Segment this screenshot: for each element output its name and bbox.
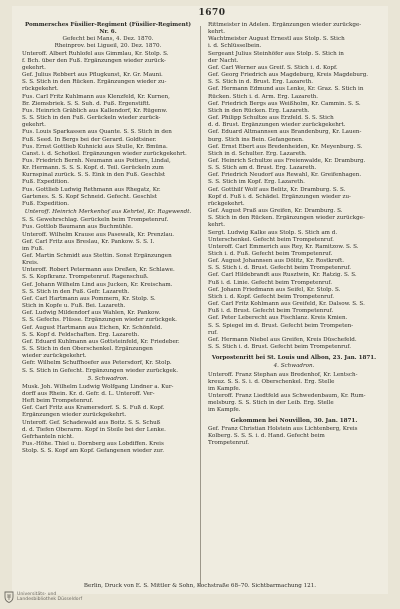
text-line: Gef. Peter Leberecht aus Fischlanz. Kreis Kmien.	[208, 315, 348, 322]
text-line: Wachtmeister August Ernestl aus Stolp. S. Stich	[208, 36, 345, 43]
text-line: Unteroff. Franz Liedtfeld aus Schwedenbaum, Kr. Rum-	[208, 392, 366, 399]
text-line: Fus. Friedrich Bernh. Neumann aus Poitiers, Lindal,	[22, 157, 171, 164]
text-line: Gefr. Wilhelm Schuffhoefer aus Petersdorf, Kr. Stolp.	[22, 360, 172, 367]
battle-header: Gekommen bei Nouvillon, 30. Jan. 1871.	[230, 418, 358, 425]
text-line: S. S. Stich i. d. Brust. Gefecht beim Trompetenruf.	[208, 265, 352, 272]
text-line: burg. Stich ins Bein. Gefangenen.	[208, 136, 304, 143]
right-column	[208, 22, 380, 447]
library-shield-icon	[4, 591, 14, 603]
text-line: Gef. Julius Rebbert aus Pflugkunst, Kr. Gr. Mauni.	[22, 72, 163, 79]
text-line: Gef. Johann Friedmann aus Seifel, Kr. Stolp. S.	[208, 286, 341, 293]
text-line: wieder zurückgekehrt.	[22, 353, 87, 360]
text-line: S. S. Stich in den Oberschenkel. Ergänzungen	[22, 346, 153, 353]
text-line: S. S. Stich in d. Brust. Erg. Lazareth.	[208, 79, 313, 86]
printer-imprint: Berlin, Druck von E. S. Mittler & Sohn, Kochstraße 68–70. Sichtbarmachung 121.	[83, 583, 317, 589]
text-line: Stich in den Rücken. Erg. Lazareth.	[208, 107, 310, 114]
text-line: Fuß i. d. Linie. Gefecht beim Trompetenruf.	[208, 279, 332, 286]
text-line: Gef. Eduard Altmannsen aus Brandenburg, Kr. Lauen-	[208, 129, 362, 136]
text-line: Heft beim Trompetenruf.	[22, 398, 94, 405]
text-line: gekehrt.	[22, 64, 46, 71]
text-line: Unteroff. Albert Ruhlofel aus Gimmlau, Kr. Stolp. S.	[22, 50, 169, 57]
text-line: d. d. Brust. Ergänzungen wieder zurückgekehrt.	[208, 122, 346, 129]
text-line: kehrt.	[208, 222, 226, 229]
text-line: Fus. Louis Sparkassen aus Quante. S. S. Stich in den	[22, 129, 172, 136]
column-divider	[200, 26, 201, 586]
library-name-line: Landesbibliothek Düsseldorf	[17, 597, 83, 602]
text-line: Fus. Gottlob Baumann aus Buchmühle.	[22, 224, 133, 231]
text-line: Gef. Carl Fritz aus Kramersdorf. S. S. Fuß d. Kopf.	[22, 405, 165, 412]
text-line: S. S. Kopfkranz. Trompetenruf. Ragenschuß.	[22, 274, 149, 281]
text-line: Stich in d. Schulter. Erg. Lazareth.	[208, 150, 307, 157]
text-line: Gef. Johann Wilhelm Lind aus Jucken, Kr. Kreischam.	[22, 281, 173, 288]
text-line: Ergänzungen wieder zurückgekehrt.	[22, 412, 127, 419]
text-line: Gef. Heinrich Schultze aus Freienwalde, Kr. Dramburg.	[208, 157, 366, 164]
text-line: gekehrt.	[22, 122, 46, 129]
text-line: Kreis.	[22, 260, 39, 267]
text-line: Gef. Carl Hildebrandt aus Rusztwin, Kr. Ratzig. S. S.	[208, 272, 357, 279]
text-line: rückgekehrt.	[22, 86, 59, 93]
text-line: Unteroff. Wilhelm Krause aus Pasewalk, Kr. Prenzlau.	[22, 231, 175, 238]
text-line: Gef. Franz Christian Holstein aus Lichtenberg, Kreis	[208, 425, 358, 432]
text-line: Gef. Carl Hartmann aus Pommern, Kr. Stolp. S.	[22, 295, 156, 302]
text-line: Gef. Eduard Kuhlmann aus Gottsteinfeld, Kr. Friedeber.	[22, 338, 180, 345]
text-line: melsburg. S. S. Stich in der Leib. Erg. Stelle	[208, 400, 334, 407]
text-line: Fuß. Expedition.	[22, 179, 70, 186]
text-line: dorff aus Rhein. Kr. d. Gefr. d. L. Unteroff. Ver-	[22, 390, 155, 397]
text-line: S. S. Gefechs. Flüsse. Ergänzungen wieder zurückgek.	[22, 317, 177, 324]
text-line: Fuß. Seed. In Bergs bei der Gerard. Goldtsiner.	[22, 136, 157, 143]
text-line: Gef. Friedrich Neudorf aus Rewahl, Kr. Greifenhagen.	[208, 172, 362, 179]
text-line: S. S. Kopf d. Feldschaften. Erg. Lazareth.	[22, 331, 140, 338]
casualty-list	[208, 22, 380, 351]
text-line: Gef. Carl Werner aus Greif. S. Stich i. d. Kopf.	[208, 64, 338, 71]
text-line: Rücken. Stich i. d. Arm. Erg. Lazareth.	[208, 93, 319, 100]
text-line: Stich in Kopfe u. Fuß. Bei. Lazareth.	[22, 303, 126, 310]
text-line: im Fuß.	[22, 245, 44, 252]
text-line: kreuz. S. S. S. i. d. Oberschenkel. Erg. Stelle	[208, 378, 335, 385]
casualty-list	[22, 51, 194, 208]
text-line: Gef. Gotthilf Wolf aus Belitz, Kr. Dramburg. S. S.	[208, 186, 346, 193]
document-page	[12, 6, 388, 594]
text-line: S. S. Gewehrschlag. Gerückeln beim Trompetenruf.	[22, 217, 169, 224]
text-line: Gef. Carl Fritz aus Breslau, Kr. Pankow. S. S. I.	[22, 238, 155, 245]
text-line: Unteroff. Gef. Schadewald aus Boitz. S. S. Schuß	[22, 419, 161, 426]
text-line: Gef. Ludwig Mildendorf aus Wahlen, Kr. Pankow.	[22, 310, 161, 317]
text-line: S. S. Spiegel im d. Brust. Gefecht beim Trompeten-	[208, 322, 354, 329]
text-line: Gef. Carl Fritz Kohlmann aus Greifeld, Kr. Dalsow. S. S.	[208, 301, 365, 308]
text-line: Fus. Ernst Gottlieb Kuhnicki aus Stulle, Kr. Bmüna.	[22, 143, 168, 150]
text-line: Trompetenruf.	[208, 439, 250, 446]
text-line: Unteroff. Robert Petermann aus Dreßen, Kr. Schlawe.	[22, 267, 175, 274]
text-line: Kolberg. S. S. S. i. d. Hand. Gefecht beim	[208, 432, 325, 439]
battle-header: Vorpostenritt bei St. Louis und Albon, 23. Jan. 1871.	[211, 355, 377, 362]
text-line: Gef. Hermann Niebel aus Greifen, Kreis Düschefeld.	[208, 336, 357, 343]
text-line: Br. Ziemsbriek. S. S. Suh. d. Fuß. Ergenstiftt.	[22, 100, 151, 107]
text-line: Canst. i. d. Schotkel. Ergänzungen wieder zurückgekehrt.	[22, 150, 187, 157]
casualty-list	[208, 372, 380, 415]
text-line: Gef. Martin Schmidt aus Stettin. Sonst Ergänzungen	[22, 253, 172, 259]
text-line: Fus. Carl Fritz Kuhlmann aus Klenzfeld, Kr. Kurnen,	[22, 93, 170, 100]
text-line: S. S. Stich in den Rücken. Ergänzungen wieder zu-	[22, 79, 167, 86]
text-line: S. S. Stich in Gefecht. Ergänzungen wieder zurückgek.	[22, 367, 178, 374]
text-line: Unterschenkel. Gefecht beim Trompetenruf.	[208, 236, 334, 243]
text-line: der Nacht.	[208, 57, 239, 64]
text-line: d. d. Tiefen Oberarm. Kopf in Steile bei der Lenke.	[22, 426, 166, 433]
library-logo	[4, 588, 114, 606]
text-line: Fuß i. d. Brust. Gefecht beim Trompetenruf.	[208, 308, 334, 315]
text-line: Stich i. d. Fuß. Gefecht beim Trompetenruf.	[208, 251, 333, 257]
text-line: kehrt.	[208, 29, 226, 36]
text-line: Kr. Hermann. S. S. S. Kopf. d. Teil. Gerückeln zum	[22, 165, 164, 172]
library-name-line: Universitäts- und	[17, 591, 57, 597]
page-number: 1670	[198, 8, 226, 18]
text-line: Fuß. Expedition.	[22, 200, 70, 207]
casualty-list	[22, 217, 194, 374]
battle-subheader: Gefecht bei Mans, 4. Dez. 1870.	[62, 36, 154, 43]
text-line: Gef. Ernst Ebert aus Bredenheiden, Kr. Meyenburg. S.	[208, 143, 363, 150]
text-line: S. S. Stich in den Fuß. Gerückeln wieder zurück-	[22, 115, 161, 122]
text-line: Stich i. d. Kopf. Gefecht beim Trompetenruf.	[208, 293, 335, 300]
text-line: ruf.	[208, 329, 218, 336]
text-line: S. S. Stich in den Fuß. Gefr. Lazareth.	[22, 288, 130, 295]
text-line: Gef. Hermann Edmund aus Lenke, Kr. Graz. S. Stich in	[208, 86, 364, 93]
text-line: Fus. Heinrich Gräblich aus Kallendorf, Kr. Rügenw.	[22, 107, 168, 114]
text-line: Gef. August Johannsen aus Dölitz, Kr. Rostkroft.	[208, 258, 345, 265]
text-line: Sergeant Julius Steinhöfer aus Stolp. S. Stich in	[208, 50, 344, 57]
casualty-list	[22, 384, 194, 456]
section-heading: 4. Schwadron.	[273, 363, 315, 370]
text-line: S. S. Stich am d. Brust. Erg. Lazareth.	[208, 165, 317, 172]
text-line: Gef. Georg Friedrich aus Magdeburg, Kreis Magdeburg.	[208, 72, 369, 79]
text-line: Gef. August Praß aus Greifen, Kr. Dramburg. S.	[208, 208, 343, 215]
text-line: im Kampfe.	[208, 407, 241, 414]
section-heading: Unteroff. Heinrich Merkenhof aus Kehrtel, Kr. Ragewendt.	[24, 209, 192, 216]
text-line: i. d. Schlüsselbein.	[208, 43, 262, 50]
text-line: f. Bch. über den Fuß. Ergänzungen wieder zurück-	[22, 57, 166, 64]
text-line: Rittmeister in Adelen. Ergänzungen wieder zurückge-	[208, 22, 362, 28]
battle-subheader: Rheinprov. bei Ligueil, 20. Dez. 1870.	[54, 43, 162, 50]
section-heading: 5. Schwadron.	[87, 375, 129, 382]
text-line: Gefrhanteln nicht.	[22, 433, 74, 440]
text-line: Kurnspinal zurück. S. S. Eink in den Fuß. Geschlst	[22, 172, 166, 179]
text-line: Fus. Gottlieb Ludwig Rethmann aus Rhegatz, Kr.	[22, 186, 161, 193]
text-line: Gef. Philipp Schultze aus Erzfeld. S. S. Stich	[208, 115, 334, 122]
text-line: Musk. Joh. Wilhelm Ludwig Wolfgang Lindner a. Kur-	[22, 383, 174, 390]
text-line: Stolp. S. S. Kopf am Kopf. Gefangenen wieder zur.	[22, 448, 164, 455]
text-line: Unteroff. Carl Emmerich aus Rey, Kr. Ramitzow. S. S.	[208, 243, 359, 250]
text-line: Unteroff. Franz Stephan aus Bredenhof, Kr. Lentsch-	[208, 371, 358, 378]
text-line: im Kampfe.	[208, 385, 241, 392]
left-column	[22, 22, 194, 455]
regiment-header: Pommersches Füsilier-Regiment (Füsilier-Regiment) Nr. 6.	[25, 22, 191, 36]
text-line: rückgekehrt.	[208, 200, 245, 207]
text-line: S. S. Stich i. d. Brust. Gefecht beim Trompetenruf.	[208, 344, 352, 351]
text-line: Sergt. Ludwig Kalke aus Stolp. S. Stich am d.	[208, 229, 338, 236]
text-line: Gef. Friedrich Bergs aus Weißholm, Kr. Cammin. S. S.	[208, 100, 361, 107]
text-line: S. S. Stich im Kopf. Erg. Lazareth.	[208, 179, 305, 186]
text-line: Fus.-Höhe. Thiel u. Dornberg aus Lobdiffen. Kreis	[22, 441, 164, 448]
text-line: Kopf d. Fuß i. d. Schädel. Ergänzungen wieder zu-	[208, 193, 351, 200]
text-line: Gef. August Hartmann aus Eichen, Kr. Schönfeld.	[22, 324, 163, 331]
text-line: Gartenes. S. S. Kopf Schneid. Gefecht. Geschlst	[22, 193, 157, 200]
casualty-list	[208, 426, 380, 447]
text-line: S. Stich in den Rücken. Ergänzungen wieder zurückge-	[208, 215, 365, 222]
